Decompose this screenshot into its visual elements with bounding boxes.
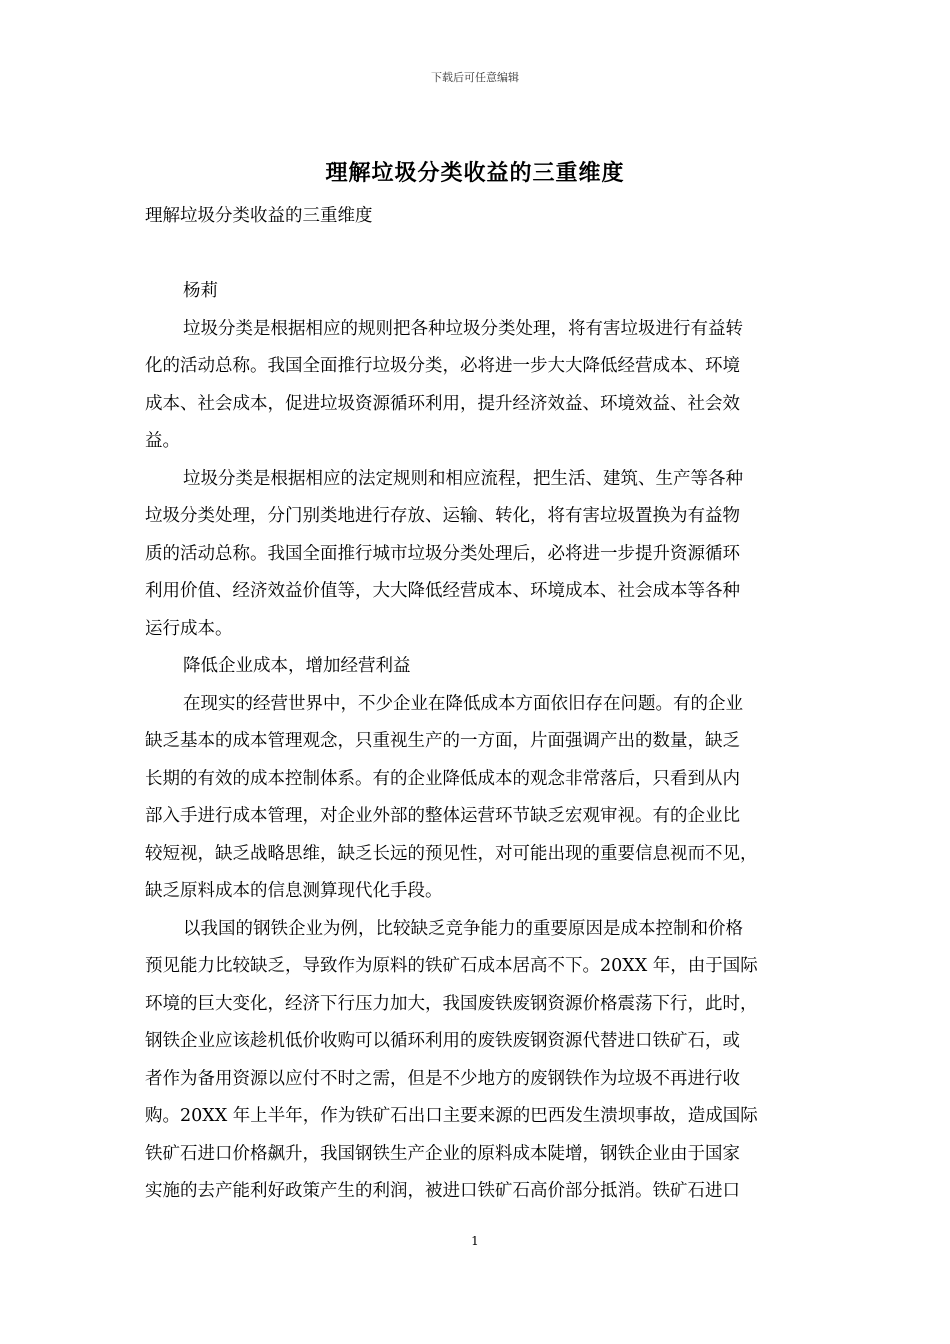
paragraph-line: 钢铁企业应该趁机低价收购可以循环利用的废铁废钢资源代替进口铁矿石，或 [145, 1031, 740, 1051]
paragraph-line: 以我国的钢铁企业为例，比较缺乏竞争能力的重要原因是成本控制和价格 [183, 918, 743, 939]
paragraph-line: 缺乏基本的成本管理观念，只重视生产的一方面，片面强调产出的数量，缺乏 [145, 731, 740, 751]
document-body [145, 198, 820, 1211]
paragraph-line: 环境的巨大变化，经济下行压力加大，我国废铁废钢资源价格震荡下行，此时， [145, 993, 758, 1014]
paragraph-line: 长期的有效的成本控制体系。有的企业降低成本的观念非常落后，只看到从内 [145, 768, 740, 789]
paragraph-line: 铁矿石进口价格飙升，我国钢铁生产企业的原料成本陡增，钢铁企业由于国家 [145, 1143, 740, 1164]
paragraph-line: 者作为备用资源以应付不时之需，但是不少地方的废钢铁作为垃圾不再进行收 [145, 1068, 740, 1089]
paragraph-line: 部入手进行成本管理，对企业外部的整体运营环节缺乏宏观审视。有的企业比 [145, 806, 740, 826]
paragraph-2 [145, 461, 820, 649]
author-name: 杨莉 [183, 281, 218, 301]
paragraph-1 [145, 311, 820, 461]
paragraph-line: 益。 [145, 431, 180, 451]
paragraph-line: 垃圾分类是根据相应的法定规则和相应流程，把生活、建筑、生产等各种 [183, 468, 743, 489]
blank-line [145, 236, 820, 274]
page-header-note: 下载后可任意编辑 [431, 71, 519, 84]
paragraph-line: 购。20XX 年上半年，作为铁矿石出口主要来源的巴西发生溃坝事故，造成国际 [145, 1106, 758, 1126]
paragraph-line: 垃圾分类处理，分门别类地进行存放、运输、转化，将有害垃圾置换为有益物 [145, 506, 740, 526]
paragraph-line: 垃圾分类是根据相应的规则把各种垃圾分类处理，将有害垃圾进行有益转 [183, 318, 743, 339]
paragraph-4 [145, 911, 820, 1211]
paragraph-line: 成本、社会成本，促进垃圾资源循环利用，提升经济效益、环境效益、社会效 [145, 393, 740, 414]
paragraph-line: 利用价值、经济效益价值等，大大降低经营成本、环境成本、社会成本等各种 [145, 581, 740, 601]
paragraph-line: 较短视，缺乏战略思维，缺乏长远的预见性，对可能出现的重要信息视而不见， [145, 843, 758, 864]
document-title: 理解垃圾分类收益的三重维度 [325, 160, 625, 186]
paragraph-line: 在现实的经营世界中，不少企业在降低成本方面依旧存在问题。有的企业 [183, 693, 743, 714]
paragraph-3 [145, 686, 820, 911]
section-heading-text: 降低企业成本，增加经营利益 [183, 656, 411, 676]
paragraph-line: 化的活动总称。我国全面推行垃圾分类，必将进一步大大降低经营成本、环境 [145, 356, 740, 376]
paragraph-line: 运行成本。 [145, 618, 233, 639]
paragraph-line: 预见能力比较缺乏，导致作为原料的铁矿石成本居高不下。20XX 年，由于国际 [145, 956, 758, 976]
paragraph-line: 缺乏原料成本的信息测算现代化手段。 [145, 881, 443, 901]
document-subtitle: 理解垃圾分类收益的三重维度 [145, 206, 373, 226]
paragraph-line: 质的活动总称。我国全面推行城市垃圾分类处理后，必将进一步提升资源循环 [145, 543, 740, 564]
paragraph-line: 实施的去产能利好政策产生的利润，被进口铁矿石高价部分抵消。铁矿石进口 [145, 1181, 740, 1201]
section-heading [145, 648, 820, 686]
page-number: 1 [471, 1234, 479, 1248]
